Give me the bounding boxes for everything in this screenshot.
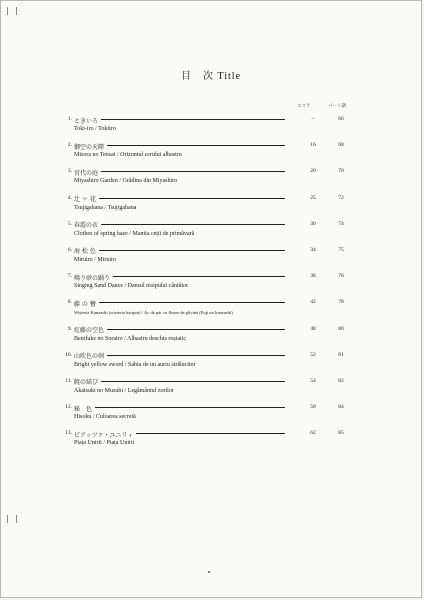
entry-score-page: 34 bbox=[310, 246, 316, 253]
entry-romanized-title: Toki-iro / Tokiiro bbox=[74, 126, 116, 132]
entry-parts-page: 72 bbox=[338, 194, 344, 201]
entry-romanized-title: Clothes of spring haze / Mantia ceții de primăvară bbox=[74, 230, 195, 237]
toc-entry bbox=[1, 426, 421, 452]
entry-score-page: 25 bbox=[310, 194, 316, 201]
entry-japanese-title: 山吹色の剣 bbox=[74, 353, 105, 361]
leader-rule bbox=[113, 276, 285, 277]
leader-rule bbox=[101, 171, 285, 172]
toc-entry bbox=[1, 400, 421, 426]
entry-number: 2. bbox=[67, 142, 72, 149]
entry-parts-page: 70 bbox=[338, 168, 344, 175]
leader-rule bbox=[107, 145, 285, 146]
entry-score-page: 30 bbox=[310, 220, 316, 227]
entry-number: 12. bbox=[65, 404, 72, 411]
entry-parts-page: 75 bbox=[338, 246, 344, 253]
entry-number: 13. bbox=[65, 430, 72, 437]
page-title: 目 次 Title bbox=[180, 71, 242, 82]
toc-entry bbox=[1, 243, 421, 269]
entry-japanese-title: 藤 の 簪 bbox=[74, 300, 96, 308]
entry-romanized-title: Bright yellow sword / Sabia de un auriu strălucitor bbox=[74, 361, 196, 368]
toc-entry bbox=[1, 348, 421, 374]
binding-mark-top bbox=[7, 7, 17, 15]
entry-number: 9. bbox=[67, 325, 72, 332]
entry-parts-page: 81 bbox=[338, 351, 344, 358]
entry-number: 4. bbox=[67, 194, 72, 201]
binding-mark-bottom bbox=[7, 515, 17, 523]
leader-rule bbox=[99, 302, 285, 303]
entry-number: 8. bbox=[67, 299, 72, 306]
leader-rule bbox=[136, 433, 285, 434]
entry-japanese-title: ときいろ bbox=[74, 117, 99, 125]
entry-parts-page: 85 bbox=[338, 430, 344, 437]
toc-entry bbox=[1, 269, 421, 295]
toc-entry bbox=[1, 112, 421, 138]
entry-parts-page: 84 bbox=[338, 404, 344, 411]
entry-score-page: – bbox=[311, 116, 315, 122]
leader-rule bbox=[99, 198, 285, 199]
entry-score-page: 52 bbox=[310, 351, 316, 358]
entry-score-page: 48 bbox=[310, 325, 316, 332]
toc-entry bbox=[1, 191, 421, 217]
entry-japanese-title: 宮代の庭 bbox=[74, 169, 99, 177]
page-speck bbox=[208, 571, 210, 573]
entry-romanized-title: Singing Sand Dance / Dansul nisipului cântător bbox=[74, 283, 188, 290]
entry-number: 10. bbox=[65, 351, 72, 358]
entry-romanized-title: Wisteria Kanzashi (wisteria hairpin) / Ac de păr cu floare de glicină (Fuji no kanzashi) bbox=[74, 310, 233, 316]
leader-rule bbox=[107, 355, 285, 356]
toc-entry bbox=[1, 217, 421, 243]
entry-score-page: 62 bbox=[310, 430, 316, 437]
column-header-score: スコア bbox=[297, 103, 311, 108]
entry-romanized-title: Miruiro / Miruiro bbox=[74, 256, 116, 263]
entry-japanese-title: 海 松 色 bbox=[74, 248, 96, 256]
entry-parts-page: 76 bbox=[338, 273, 344, 280]
entry-parts-page: 66 bbox=[338, 116, 344, 122]
entry-score-page: 16 bbox=[310, 142, 316, 149]
leader-rule bbox=[107, 329, 285, 330]
entry-japanese-title: 紅藤の空色 bbox=[74, 327, 105, 334]
entry-parts-page: 80 bbox=[338, 325, 344, 332]
entry-score-page: 20 bbox=[310, 168, 316, 175]
entry-number: 1. bbox=[67, 116, 72, 122]
leader-rule bbox=[95, 407, 285, 408]
entry-romanized-title: Benifuke no Sorairo / Albastru deschis roșiatic bbox=[74, 335, 186, 342]
entry-parts-page: 82 bbox=[338, 377, 344, 384]
column-header-parts: パート譜 bbox=[328, 103, 346, 108]
entry-score-page: 38 bbox=[310, 273, 316, 280]
entry-score-page: 58 bbox=[310, 404, 316, 411]
entry-japanese-title: ピアッツァ・ユニリィ bbox=[74, 431, 134, 439]
leader-rule bbox=[101, 224, 285, 225]
entry-score-page: 54 bbox=[310, 377, 316, 384]
entry-japanese-title: 春霞の衣 bbox=[74, 222, 99, 230]
leader-rule bbox=[99, 250, 285, 251]
entry-number: 5. bbox=[67, 220, 72, 227]
entry-romanized-title: Akatsuki no Musubi / Legământul zorilor bbox=[74, 387, 174, 394]
entry-parts-page: 78 bbox=[338, 299, 344, 306]
toc-entry bbox=[1, 322, 421, 348]
entry-parts-page: 68 bbox=[338, 142, 344, 149]
entry-number: 3. bbox=[67, 168, 72, 175]
entry-number: 6. bbox=[67, 246, 72, 253]
entry-number: 7. bbox=[67, 273, 72, 280]
entry-romanized-title: Hisoku / Culoarea secretă bbox=[74, 414, 136, 421]
entry-japanese-title: 鳴り砂の踊り bbox=[74, 274, 111, 282]
entry-romanized-title: Tsujigahana / Tsujigahana bbox=[74, 204, 137, 211]
entry-japanese-title: 秘 色 bbox=[74, 405, 93, 413]
entry-japanese-title: 辻 ヶ 花 bbox=[74, 196, 96, 204]
entry-romanized-title: Misora no Tensai / Orizontul cerului albastru bbox=[74, 152, 182, 159]
entry-number: 11. bbox=[65, 377, 72, 384]
toc-entry bbox=[1, 138, 421, 164]
leader-rule bbox=[101, 381, 285, 382]
entry-romanized-title: Miyashiro Garden / Grădina din Miyashiro bbox=[74, 178, 178, 185]
entry-parts-page: 74 bbox=[338, 220, 344, 227]
toc-entry bbox=[1, 374, 421, 400]
table-of-contents bbox=[1, 112, 421, 452]
leader-rule bbox=[101, 119, 285, 120]
toc-entry bbox=[1, 164, 421, 190]
entry-japanese-title: 御空の天際 bbox=[74, 143, 105, 151]
entry-score-page: 42 bbox=[310, 299, 316, 306]
entry-romanized-title: Piața Unirii / Piața Unirii bbox=[74, 440, 135, 447]
toc-entry bbox=[1, 295, 421, 321]
entry-japanese-title: 暁の結び bbox=[74, 379, 99, 387]
